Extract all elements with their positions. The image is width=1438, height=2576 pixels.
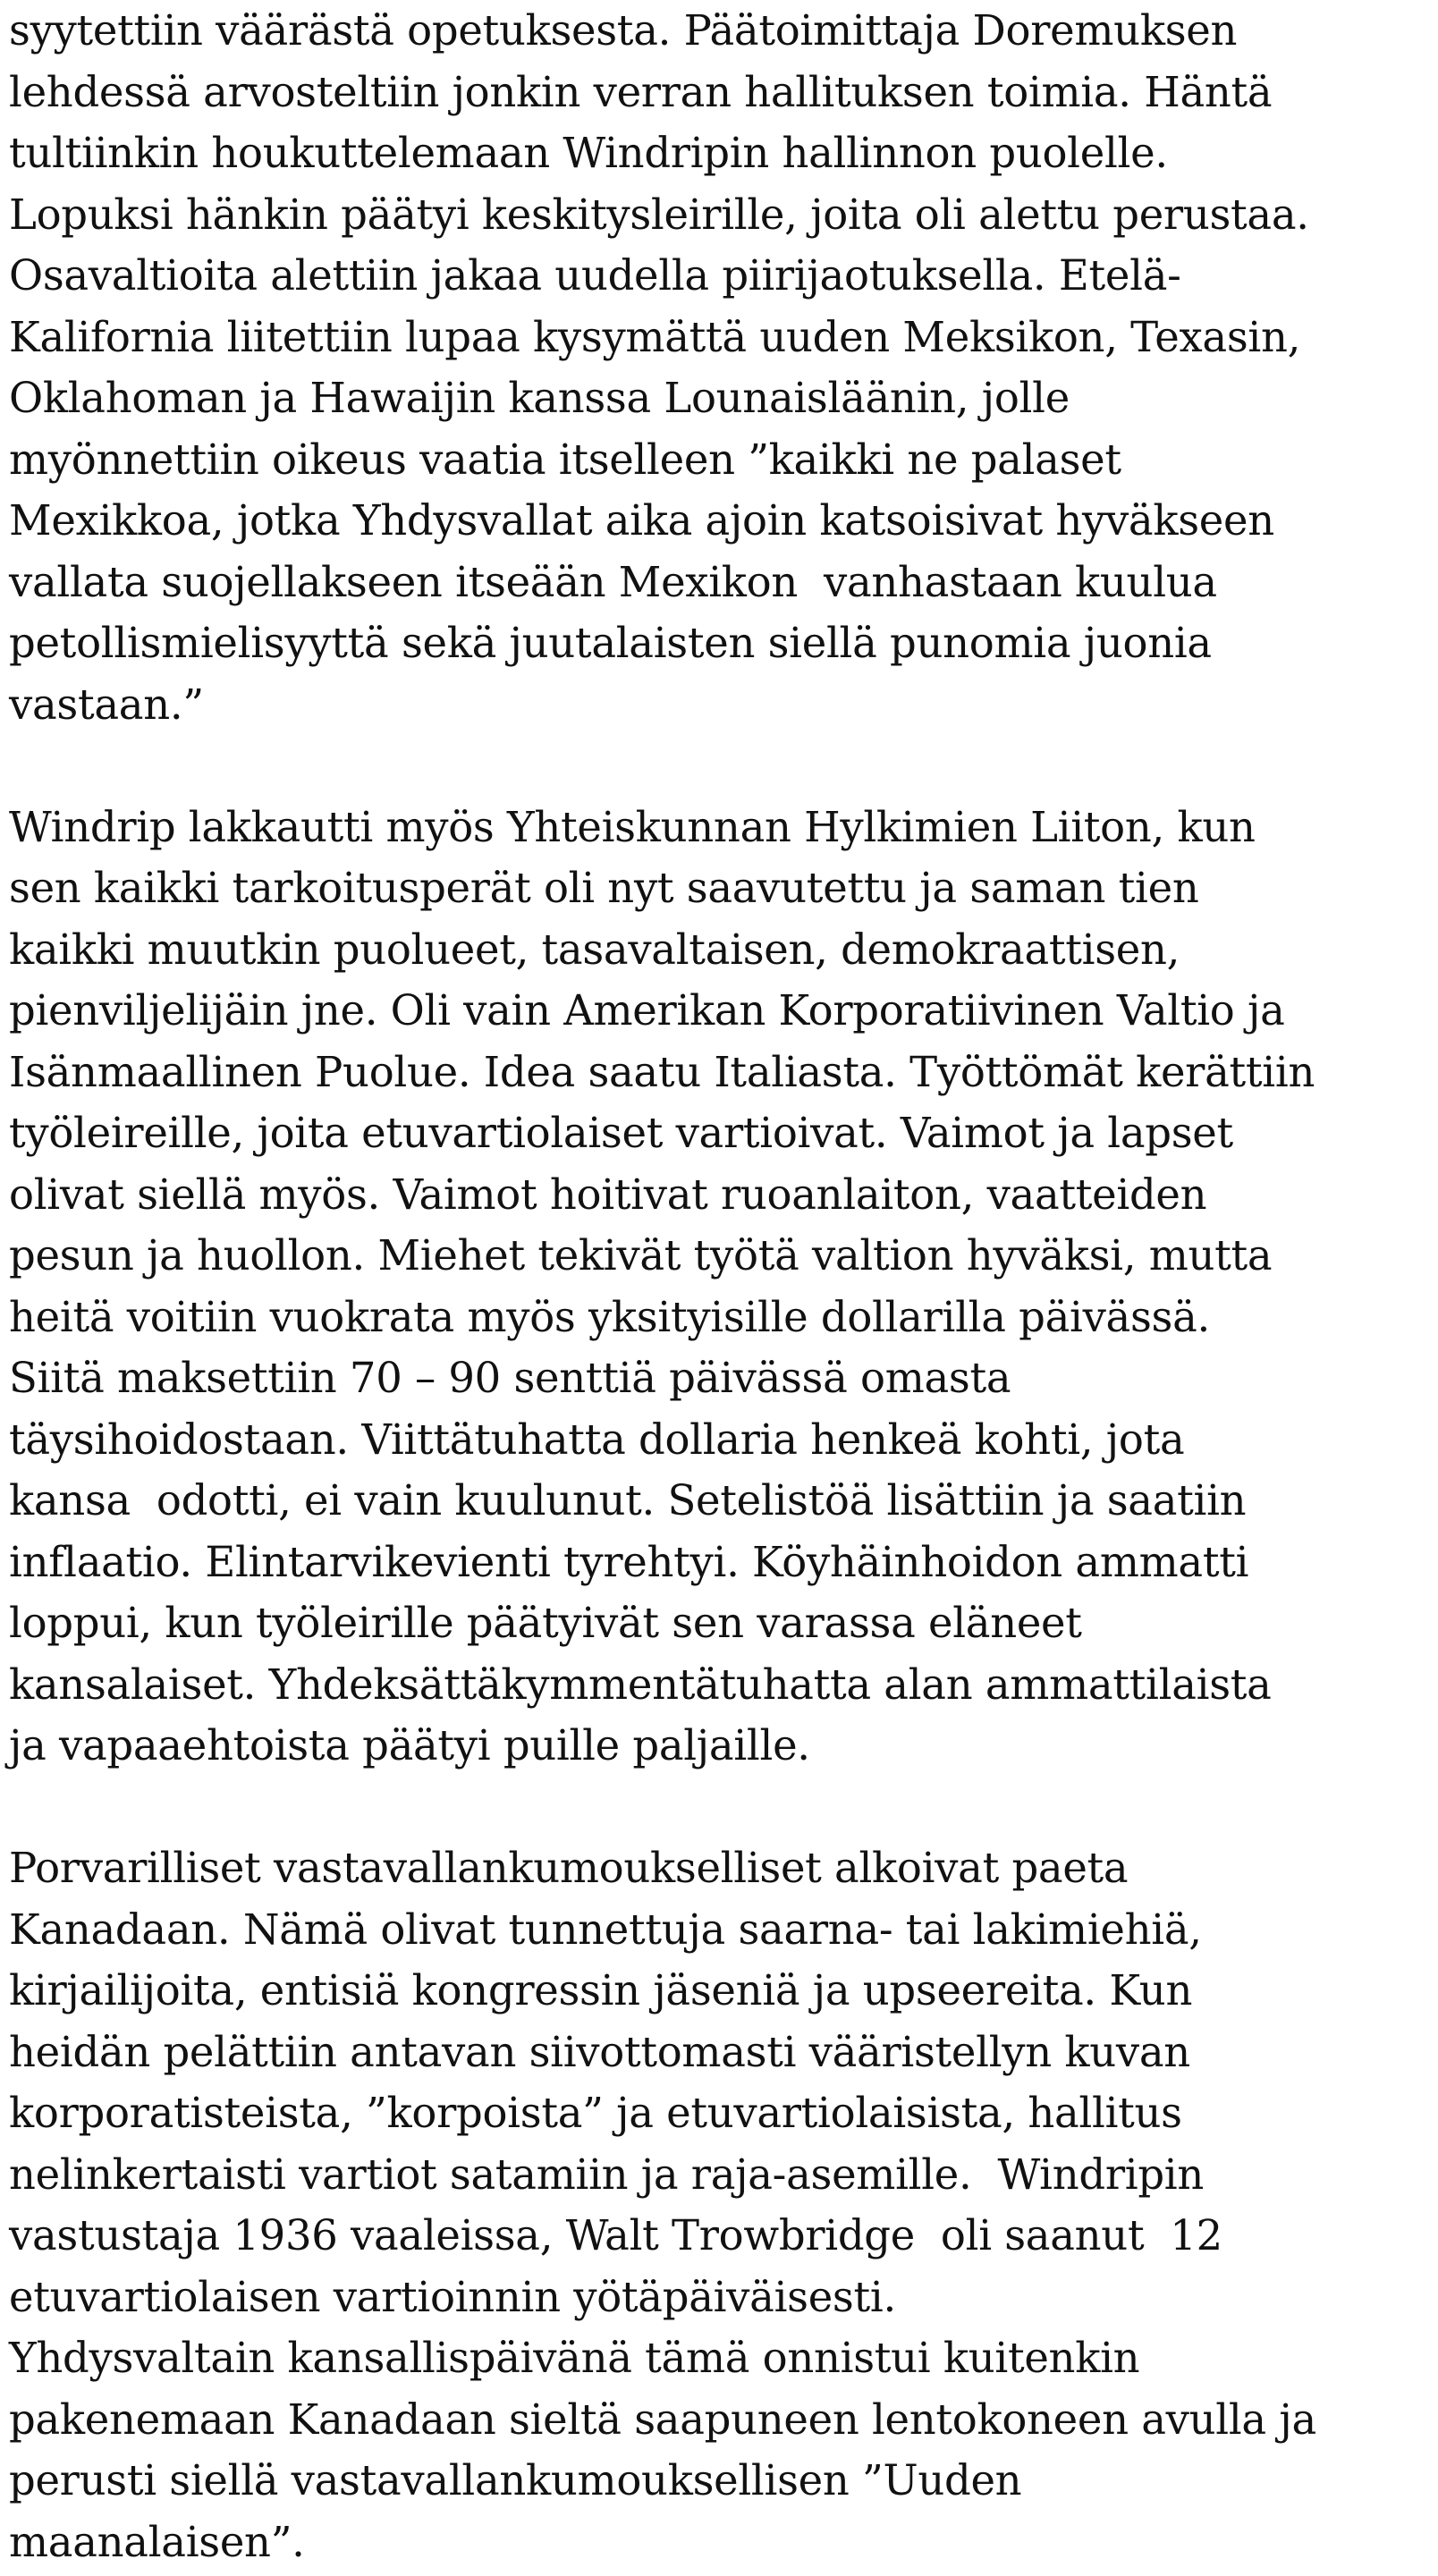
text-line: ja vapaaehtoista päätyi puille paljaille. <box>9 1721 810 1769</box>
paragraph-spacer <box>9 1777 1431 1838</box>
text-line: vastaan.” <box>9 680 204 729</box>
text-line: tultiinkin houkuttelemaan Windripin hallinnon puolelle. <box>9 129 1168 177</box>
text-line: korporatisteista, ”korpoista” ja etuvartiolaisista, hallitus <box>9 2089 1182 2137</box>
text-line: kirjailijoita, entisiä kongressin jäseniä ja upseereita. Kun <box>9 1966 1193 2014</box>
text-line: kansalaiset. Yhdeksättäkymmentätuhatta alan ammattilaista <box>9 1660 1272 1709</box>
text-line: Oklahoman ja Hawaijin kanssa Lounaisläänin, jolle <box>9 374 1070 422</box>
text-line: Osavaltioita alettiin jakaa uudella piirijaotuksella. Etelä- <box>9 251 1181 300</box>
text-line: Kalifornia liitettiin lupaa kysymättä uuden Meksikon, Texasin, <box>9 312 1301 361</box>
text-line: Yhdysvaltain kansallispäivänä tämä onnistui kuitenkin <box>9 2334 1140 2382</box>
text-line: Windrip lakkautti myös Yhteiskunnan Hylkimien Liiton, kun <box>9 802 1256 851</box>
text-line: pakenemaan Kanadaan sieltä saapuneen lentokoneen avulla ja <box>9 2394 1316 2444</box>
paragraph-2 <box>9 797 1431 1777</box>
text-line: perusti siellä vastavallankumouksellisen ”Uuden <box>9 2456 1022 2504</box>
paragraph-spacer <box>9 735 1431 797</box>
text-line: Porvarilliset vastavallankumoukselliset alkoivat paeta <box>9 1844 1129 1892</box>
text-line: lehdessä arvosteltiin jonkin verran hallituksen toimia. Häntä <box>9 67 1273 116</box>
text-line: etuvartiolaisen vartioinnin yötäpäiväisesti. <box>9 2272 896 2321</box>
text-line: petollismielisyyttä sekä juutalaisten siellä punomia juonia <box>9 619 1212 667</box>
text-line: olivat siellä myös. Vaimot hoitivat ruoanlaiton, vaatteiden <box>9 1170 1207 1219</box>
paragraph-1 <box>9 0 1431 735</box>
text-line: vallata suojellakseen itseään Mexikon vanhastaan kuulua <box>9 557 1217 606</box>
text-line: Mexikkoa, jotka Yhdysvallat aika ajoin katsoisivat hyväkseen <box>9 496 1274 545</box>
text-line: inflaatio. Elintarvikevienti tyrehtyi. Köyhäinhoidon ammatti <box>9 1537 1249 1586</box>
text-line: myönnettiin oikeus vaatia itselleen ”kaikki ne palaset <box>9 435 1121 484</box>
text-line: loppui, kun työleirille päätyivät sen varassa eläneet <box>9 1599 1082 1647</box>
text-line: syytettiin väärästä opetuksesta. Päätoimittaja Doremuksen <box>9 6 1238 55</box>
text-line: Isänmaallinen Puolue. Idea saatu Italiasta. Työttömät kerättiin <box>9 1047 1315 1096</box>
paragraph-3 <box>9 1837 1431 2572</box>
text-line: vastustaja 1936 vaaleissa, Walt Trowbridge oli saanut 12 <box>9 2211 1222 2259</box>
text-line: pesun ja huollon. Miehet tekivät työtä valtion hyväksi, mutta <box>9 1231 1273 1280</box>
text-line: Kanadaan. Nämä olivat tunnettuja saarna- tai lakimiehiä, <box>9 1905 1202 1954</box>
text-line: Siitä maksettiin 70 – 90 senttiä päivässä omasta <box>9 1354 1011 1402</box>
text-line: maanalaisen”. <box>9 2517 305 2566</box>
text-line: heitä voitiin vuokrata myös yksityisille dollarilla päivässä. <box>9 1292 1211 1341</box>
text-line: kansa odotti, ei vain kuulunut. Setelistöä lisättiin ja saatiin <box>9 1476 1247 1524</box>
text-line: täysihoidostaan. Viittätuhatta dollaria henkeä kohti, jota <box>9 1415 1185 1464</box>
text-line: heidän pelättiin antavan siivottomasti vääristellyn kuvan <box>9 2027 1190 2076</box>
text-line: pienviljelijäin jne. Oli vain Amerikan Korporatiivinen Valtio ja <box>9 986 1285 1035</box>
text-line: Lopuksi hänkin päätyi keskitysleirille, joita oli alettu perustaa. <box>9 190 1309 239</box>
document-page <box>9 0 1431 2572</box>
text-line: työleireille, joita etuvartiolaiset vartioivat. Vaimot ja lapset <box>9 1109 1233 1157</box>
text-line: sen kaikki tarkoitusperät oli nyt saavutettu ja saman tien <box>9 864 1199 912</box>
text-line: kaikki muutkin puolueet, tasavaltaisen, demokraattisen, <box>9 925 1180 974</box>
text-line: nelinkertaisti vartiot satamiin ja raja-asemille. Windripin <box>9 2149 1205 2199</box>
